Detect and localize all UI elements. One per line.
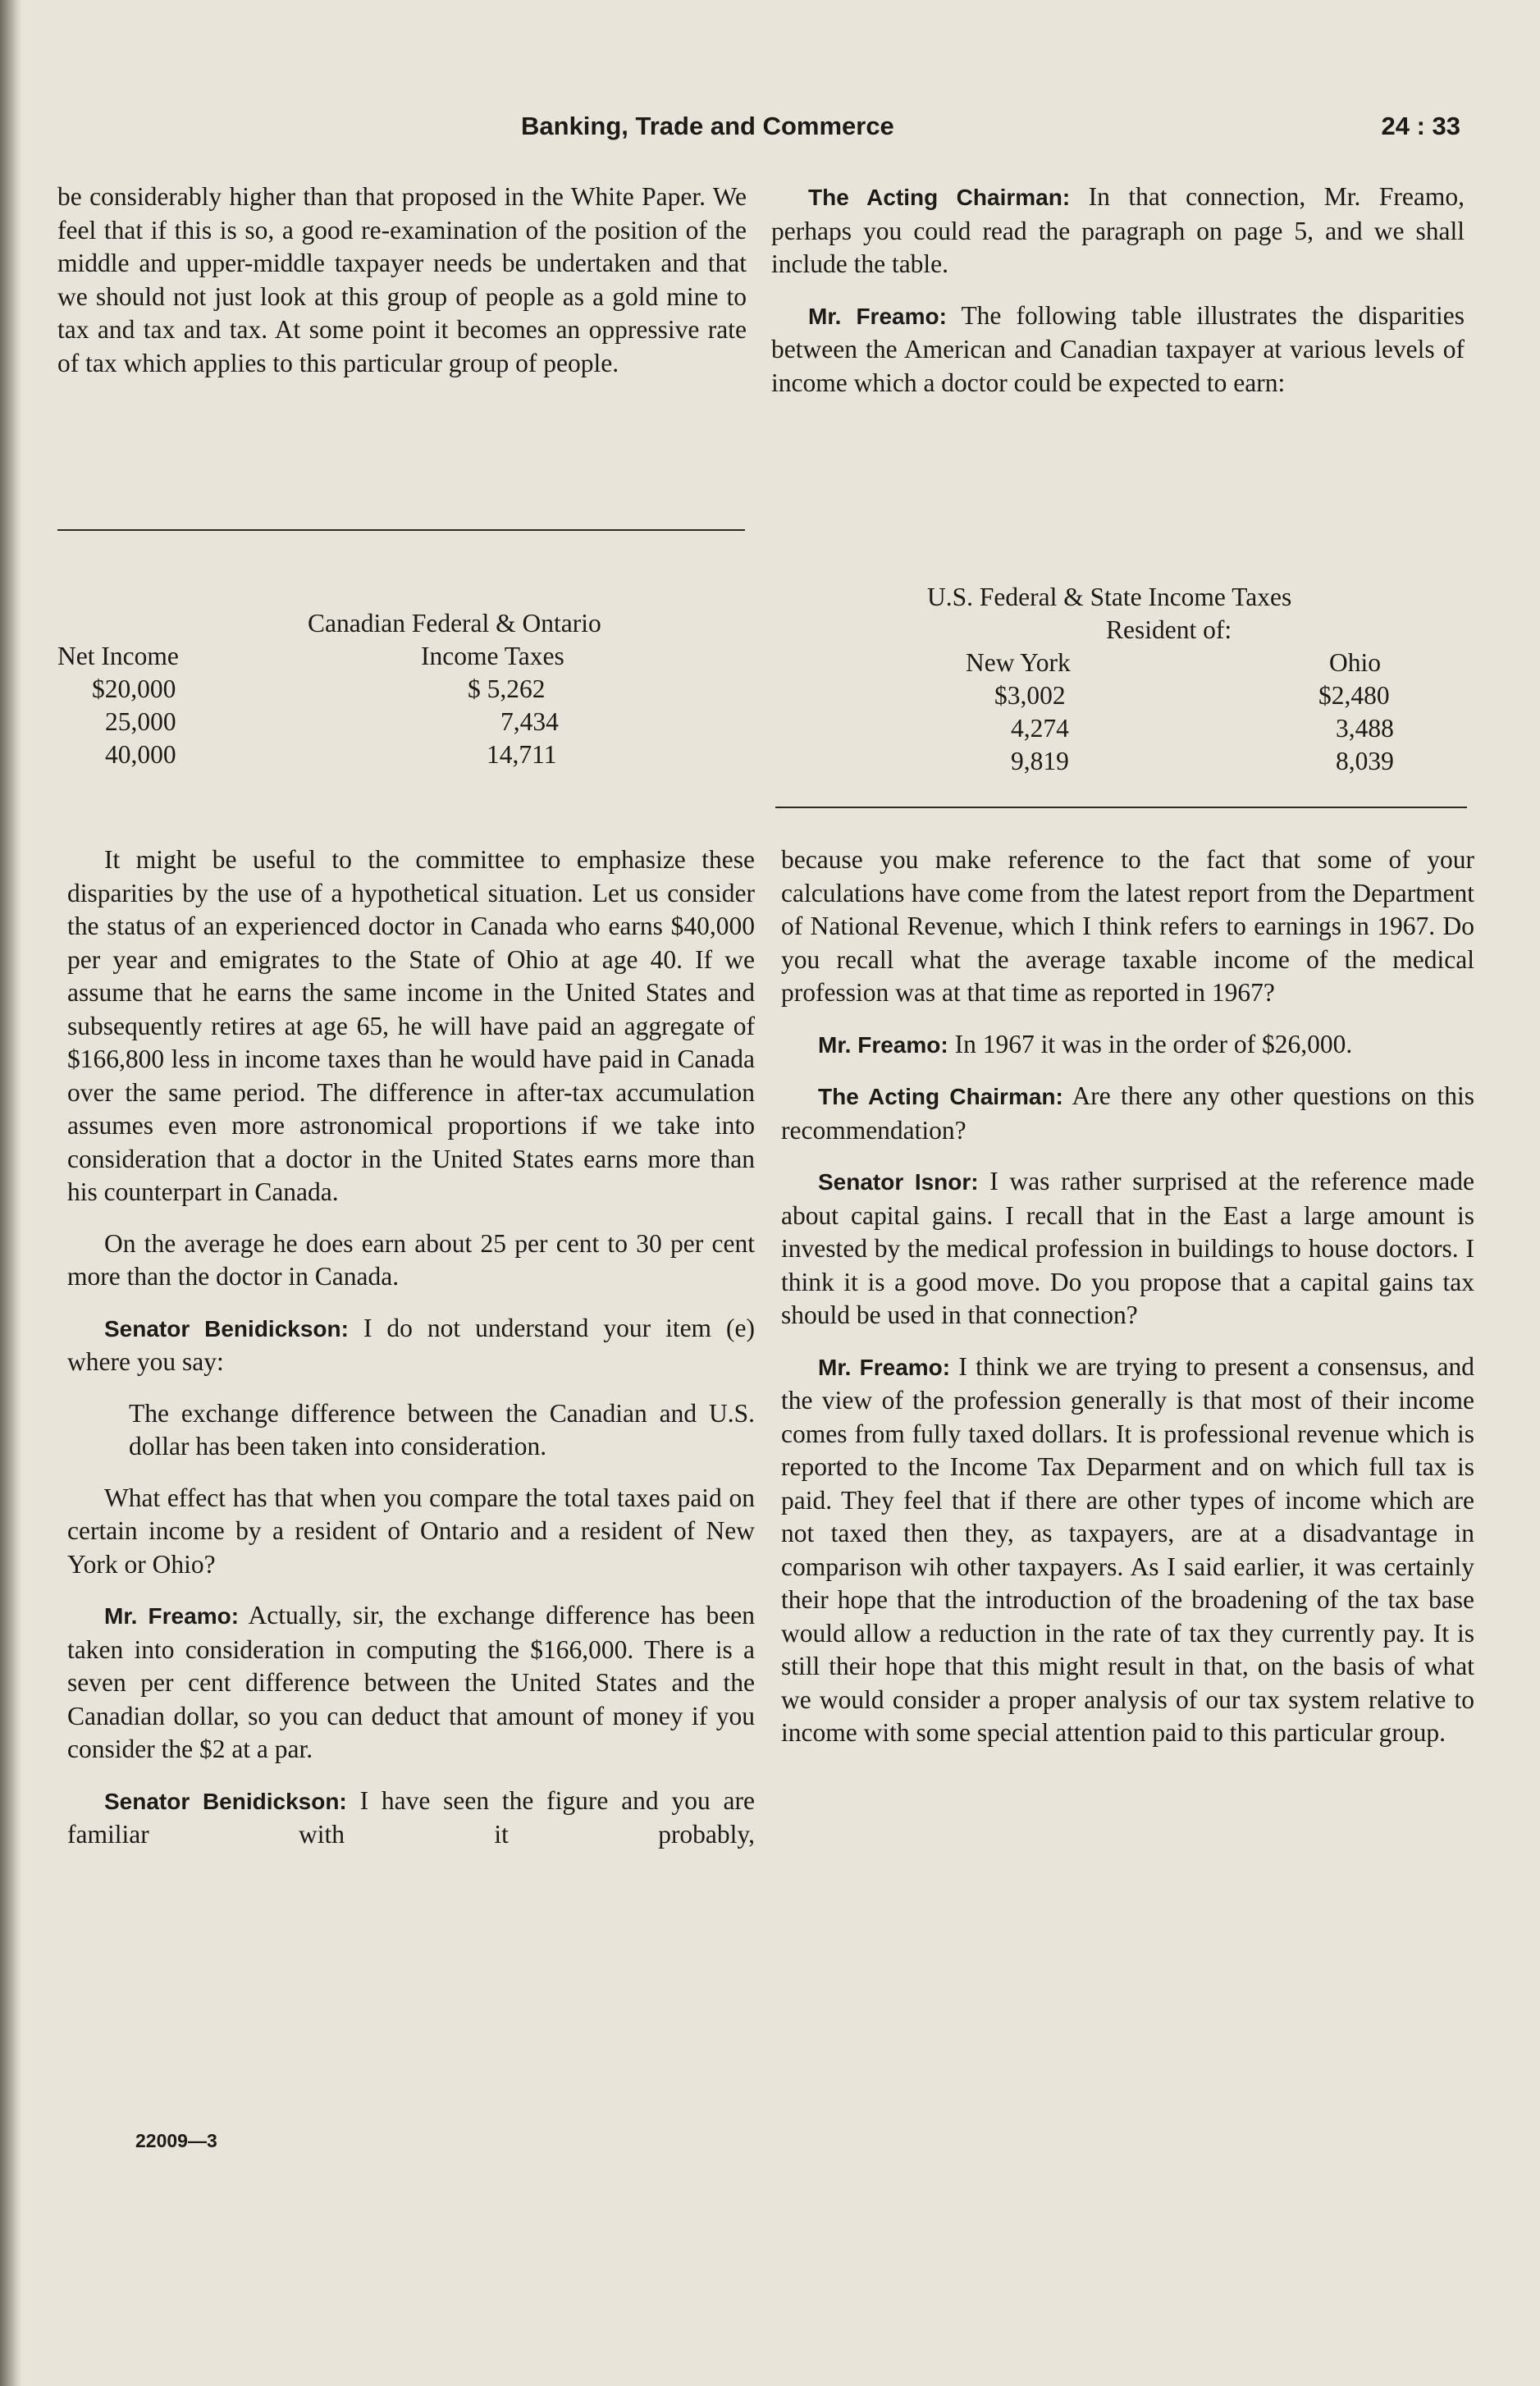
footer-signature-code: 22009—3 [135, 2130, 217, 2151]
page-header [49, 105, 1460, 151]
speech-text: I was rather surprised at the reference made about capital gains. I recall that in the East a large amount is invested by the medical profession in buildings to house doctors. I think it is a good move. Do you propose that a capital gains tax should be used in that connection? [781, 1167, 1474, 1329]
speaker-name: Senator Isnor: [818, 1169, 979, 1195]
freamo-answer [781, 1028, 1474, 1063]
table-cell-ohio: $2,480 [1318, 681, 1390, 710]
us-subheader: Resident of: [1106, 615, 1232, 644]
freamo-answer [781, 1351, 1474, 1750]
table-cell-canada: 7,434 [500, 707, 559, 736]
page-binding-edge [0, 0, 21, 2386]
freamo-remark [771, 299, 1465, 400]
chairman-remark [771, 181, 1465, 281]
section-rule-left [57, 529, 745, 531]
table-cell-canada: 14,711 [487, 740, 557, 769]
speech-text: I have seen the figure and you are familiar with it probably, [67, 1785, 755, 1849]
speech-text: In that connection, Mr. Freamo, perhaps you could read the paragraph on page 5, and we shall include the table. [771, 182, 1465, 278]
freamo-answer [67, 1599, 755, 1767]
continuation-paragraph: be considerably higher than that proposed in the White Paper. We feel that if this is so, a good re-examination of the position of the middle and upper-middle taxpayer needs be undertaken and that we should not just look at this group of people as a gold mine to tax and tax and tax. At some point it becomes an oppressive rate of tax which applies to this particular group of people. [57, 182, 747, 377]
speech-text: I think we are trying to present a consensus, and the view of the profession generally is that most of their income comes from fully taxed dollars. It is professional revenue which is reported to the Income Tax Deparment and on which full tax is paid. They feel that if there are other types of income which are not taxed then they, as taxpayers, are at a disadvantage in comparison wih other taxpayers. As I said earlier, it was certainly their hope that the introduction of the broadening of the tax base would allow a reduction in the rate of tax they currently pay. It is still their hope that this might result in that, on the basis of what we would consider a proper analysis of our tax system relative to income with some special attention paid to this particular group. [781, 1351, 1475, 1747]
speaker-name: The Acting Chairman: [818, 1084, 1063, 1109]
speaker-name: The Acting Chairman: [808, 185, 1071, 210]
speaker-name: Senator Benidickson: [104, 1788, 347, 1814]
table-cell-ohio: 3,488 [1336, 714, 1394, 743]
top-left-column [57, 181, 747, 398]
new-york-header: New York [966, 648, 1071, 677]
follow-up-question: What effect has that when you compare the total taxes paid on certain income by a resident of Ontario and a resident of New York or Ohio? [67, 1483, 755, 1579]
table-cell-ohio: 8,039 [1336, 747, 1394, 775]
table-cell-ny: 4,274 [1011, 714, 1069, 743]
canada-header: Canadian Federal & Ontario [308, 609, 601, 638]
table-cell-income: 40,000 [105, 740, 176, 769]
average-earnings-paragraph: On the average he does earn about 25 per cent to 30 per cent more than the doctor in Canada. [67, 1228, 755, 1291]
speaker-name: Mr. Freamo: [104, 1603, 240, 1629]
bottom-right-column [781, 843, 1474, 1768]
benidickson-question [67, 1312, 755, 1379]
net-income-header: Net Income [57, 642, 179, 670]
quoted-item: The exchange difference between the Canadian and U.S. dollar has been taken into consideration. [129, 1398, 755, 1460]
bottom-left-column [67, 843, 755, 1870]
speaker-name: Mr. Freamo: [808, 303, 947, 329]
speaker-name: Mr. Freamo: [818, 1031, 948, 1058]
speech-text: Are there any other questions on this recommendation? [781, 1081, 1474, 1145]
running-title: Banking, Trade and Commerce [521, 112, 894, 140]
speech-text: The following table illustrates the disparities between the American and Canadian taxpayer at various levels of income which a doctor could be expected to earn: [771, 300, 1465, 397]
ohio-header: Ohio [1329, 648, 1381, 677]
table-cell-ny: $3,002 [994, 681, 1066, 710]
speech-text: Actually, sir, the exchange difference has been taken into consideration in computing the $166,000. There is a seven per cent difference between the United States and the Canadian dollar, so you can deduct that amount of money if you consider the $2 at a par. [67, 1601, 756, 1763]
us-header: U.S. Federal & State Income Taxes [927, 583, 1292, 611]
table-cell-income: 25,000 [105, 707, 176, 736]
speech-text: I do not understand your item (e) where you say: [67, 1313, 755, 1376]
chairman-question [781, 1080, 1474, 1147]
speaker-name: Mr. Freamo: [818, 1354, 951, 1380]
isnor-question [781, 1165, 1474, 1332]
benidickson-remark [67, 1785, 755, 1852]
table-cell-canada: $ 5,262 [468, 674, 546, 703]
continuation-paragraph: because you make reference to the fact that some of your calculations have come from the latest report from the Department of National Revenue, which I think refers to earnings in 1967. Do you recall what the average taxable income of the medical profession was at that time as reported in 1967? [781, 845, 1474, 1007]
hypothetical-paragraph: It might be useful to the committee to emphasize these disparities by the use of a hypothetical situation. Let us consider the status of an experienced doctor in Canada who earns $40,000 per year and emigrates to the State of Ohio at age 40. If we assume that he earns the same income in the United States and subsequently retires at age 65, he will have paid an aggregate of $166,800 less in income taxes than he would have paid in Canada over the same period. The difference in after-tax accumulation assumes even more astronomical proportions if we take into consideration that a doctor in the United States earns more than his counterpart in Canada. [67, 845, 755, 1206]
speaker-name: Senator Benidickson: [104, 1315, 349, 1342]
speech-text: In 1967 it was in the order of $26,000. [948, 1029, 1353, 1058]
canada-subheader: Income Taxes [421, 642, 564, 670]
table-cell-ny: 9,819 [1011, 747, 1069, 775]
top-right-column [771, 181, 1465, 418]
page-number: 24 : 33 [1381, 112, 1460, 140]
section-rule-right [775, 807, 1467, 808]
table-cell-income: $20,000 [92, 674, 176, 703]
